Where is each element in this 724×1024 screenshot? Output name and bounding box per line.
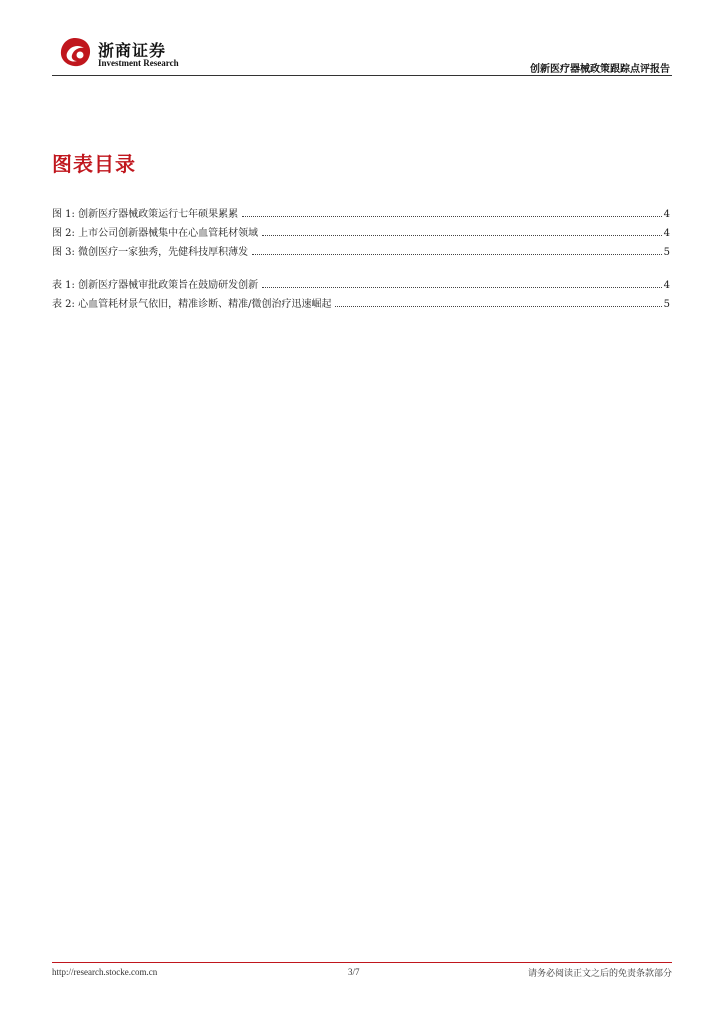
dot-leader	[335, 305, 661, 307]
logo-icon	[58, 36, 92, 68]
toc-entry-label: 图 2: 上市公司创新器械集中在心血管耗材领域	[52, 228, 259, 239]
dot-leader	[262, 234, 662, 236]
section-gap	[52, 262, 670, 276]
dot-leader	[252, 253, 662, 255]
logo-chinese-name: 浙商证券	[98, 41, 167, 60]
toc-entry-page: 4	[663, 280, 670, 291]
toc-entry-label: 表 2: 心血管耗材景气依旧，精准诊断、精准/微创治疗迅速崛起	[52, 299, 332, 310]
toc-entry-figure-2[interactable]	[52, 224, 670, 243]
disclaimer-note: 请务必阅读正文之后的免责条款部分	[527, 969, 672, 979]
logo-english-name: Investment Research	[98, 58, 179, 68]
toc-entry-page: 4	[663, 209, 670, 220]
toc-entry-label: 图 1: 创新医疗器械政策运行七年硕果累累	[52, 209, 239, 220]
toc-entry-figure-3[interactable]	[52, 243, 670, 262]
toc-entry-label: 图 3: 微创医疗一家独秀，先健科技厚积薄发	[52, 247, 249, 258]
toc-entry-table-2[interactable]	[52, 295, 670, 314]
footer-url-link[interactable]: http://research.stocke.com.cn	[52, 967, 158, 977]
toc-entry-table-1[interactable]	[52, 276, 670, 295]
toc-heading: 图表目录	[52, 152, 136, 176]
toc-entry-label: 表 1: 创新医疗器械审批政策旨在鼓励研发创新	[52, 280, 259, 291]
report-title: 创新医疗器械政策跟踪点评报告	[530, 64, 670, 75]
toc-entry-page: 4	[663, 228, 670, 239]
toc-entry-page: 5	[663, 247, 670, 258]
toc-entry-figure-1[interactable]	[52, 205, 670, 224]
dot-leader	[242, 215, 662, 217]
page-number: 3/7	[348, 967, 360, 977]
footer-divider	[52, 962, 672, 963]
toc-entry-page: 5	[663, 299, 670, 310]
page-header	[52, 34, 672, 76]
header-divider	[52, 75, 672, 76]
table-of-figures	[52, 205, 670, 314]
dot-leader	[262, 286, 662, 288]
